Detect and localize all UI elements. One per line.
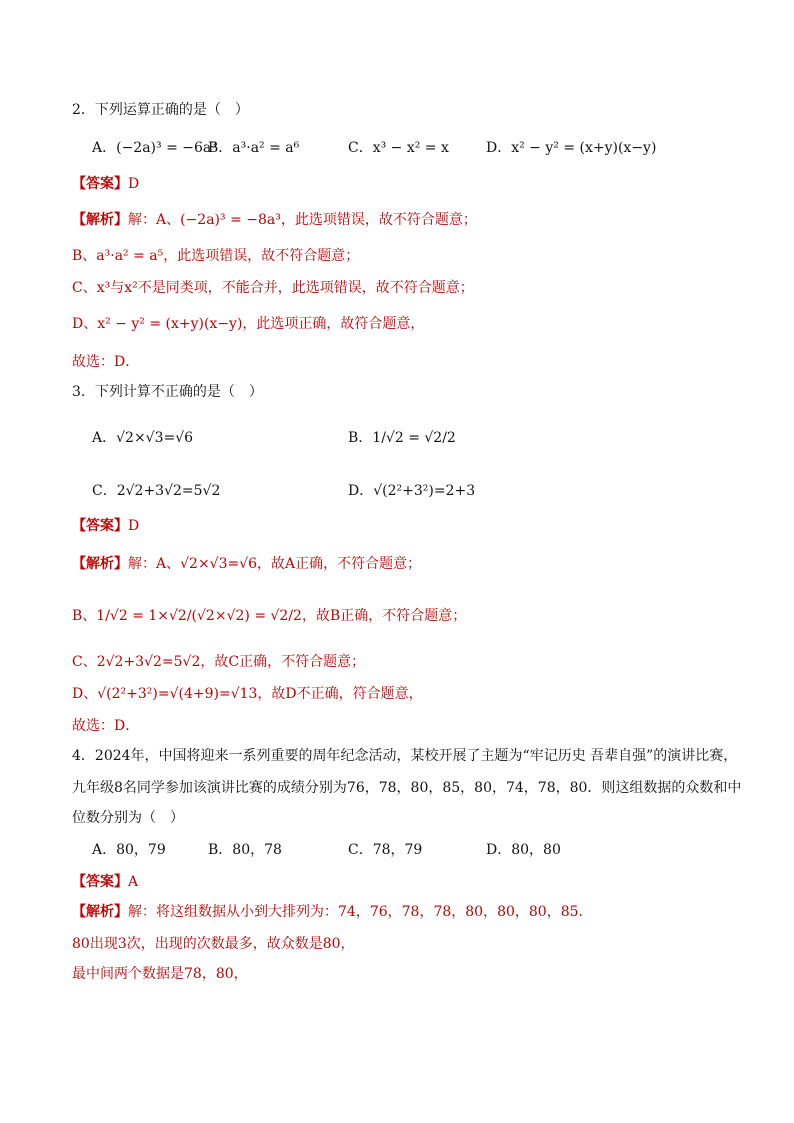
q3-analysis-2: B、1/√2 = 1×√2/(√2×√2) = √2/2，故B正确，不符合题意； bbox=[72, 608, 467, 624]
q4-option-d: D．80，80 bbox=[486, 842, 561, 858]
q2-analysis-3: C、x³与x²不是同类项，不能合并，此选项错误，故不符合题意； bbox=[72, 280, 474, 296]
q2-analysis-line-1: 解：A、(−2a)³ = −8a³，此选项错误，故不符合题意； bbox=[128, 212, 477, 228]
q2-answer-label: 【答案】 bbox=[72, 176, 128, 192]
q3-stem: 3．下列计算不正确的是（ ） bbox=[72, 384, 263, 400]
q2-analysis-4: D、x² − y² = (x+y)(x−y)，此选项正确，故符合题意， bbox=[72, 316, 425, 332]
q2-option-b bbox=[208, 138, 299, 158]
q4-answer bbox=[72, 872, 138, 892]
q2-option-a-text: A．(−2a)³ = −6a³ bbox=[92, 140, 217, 156]
q3-analysis-1 bbox=[72, 554, 421, 574]
q2-analysis-2: B、a³·a² = a⁵，此选项错误，故不符合题意； bbox=[72, 248, 360, 264]
q3-analysis-label: 【解析】 bbox=[72, 556, 128, 572]
q4-answer-label: 【答案】 bbox=[72, 874, 128, 890]
q2-stem: 2．下列运算正确的是（ ） bbox=[72, 102, 249, 118]
q4-answer-value: A bbox=[128, 874, 139, 890]
q2-option-c bbox=[348, 138, 449, 158]
q4-analysis-1 bbox=[72, 902, 593, 922]
q4-analysis-3: 最中间两个数据是78，80， bbox=[72, 966, 248, 982]
q3-answer-label: 【答案】 bbox=[72, 518, 128, 534]
q3-analysis-line-1: 解：A、√2×√3=√6，故A正确，不符合题意； bbox=[128, 556, 422, 572]
q2-option-d-text: D．x² − y² = (x+y)(x−y) bbox=[486, 140, 657, 156]
q2-analysis-5: 故选：D． bbox=[72, 354, 140, 370]
q2-option-c-text: C．x³ − x² = x bbox=[348, 140, 449, 156]
q3-option-a: A．√2×√3=√6 bbox=[92, 430, 194, 446]
q2-analysis-label: 【解析】 bbox=[72, 212, 128, 228]
q3-option-b: B．1/√2 = √2/2 bbox=[348, 430, 456, 446]
q4-stem-line-1: 4．2024年，中国将迎来一系列重要的周年纪念活动，某校开展了主题为“牢记历史 吾辈自强”的演讲比赛， bbox=[72, 748, 738, 764]
q4-option-a: A．80，79 bbox=[92, 842, 166, 858]
q2-answer bbox=[72, 174, 139, 194]
q4-stem-line-2: 九年级8名同学参加该演讲比赛的成绩分别为76，78，80，85，80，74，78，80．则这组数据的众数和中 bbox=[72, 780, 742, 796]
q2-answer-value: D bbox=[128, 176, 140, 192]
q4-option-c: C．78，79 bbox=[348, 842, 423, 858]
q2-analysis-1 bbox=[72, 210, 477, 230]
q3-answer-value: D bbox=[128, 518, 140, 534]
q3-analysis-4: D、√(2²+3²)=√(4+9)=√13，故D不正确，符合题意， bbox=[72, 686, 423, 702]
q4-stem-line-3: 位数分别为（ ） bbox=[72, 810, 184, 826]
q3-option-d: D．√(2²+3²)=2+3 bbox=[348, 483, 476, 499]
q3-analysis-5: 故选：D． bbox=[72, 718, 140, 734]
q4-option-b: B．80，78 bbox=[208, 842, 282, 858]
q4-analysis-2: 80出现3次，出现的次数最多，故众数是80， bbox=[72, 936, 355, 952]
q2-option-b-text: B．a³·a² = a⁶ bbox=[208, 140, 300, 156]
q3-analysis-3: C、2√2+3√2=5√2，故C正确，不符合题意； bbox=[72, 654, 366, 670]
q2-option-d bbox=[486, 138, 656, 158]
q4-analysis-label: 【解析】 bbox=[72, 904, 128, 920]
q2-option-a bbox=[92, 138, 217, 158]
q3-option-c: C．2√2+3√2=5√2 bbox=[92, 483, 221, 499]
q3-answer bbox=[72, 516, 139, 536]
q4-analysis-line-1: 解：将这组数据从小到大排列为：74，76，78，78，80，80，80，85． bbox=[128, 904, 593, 920]
